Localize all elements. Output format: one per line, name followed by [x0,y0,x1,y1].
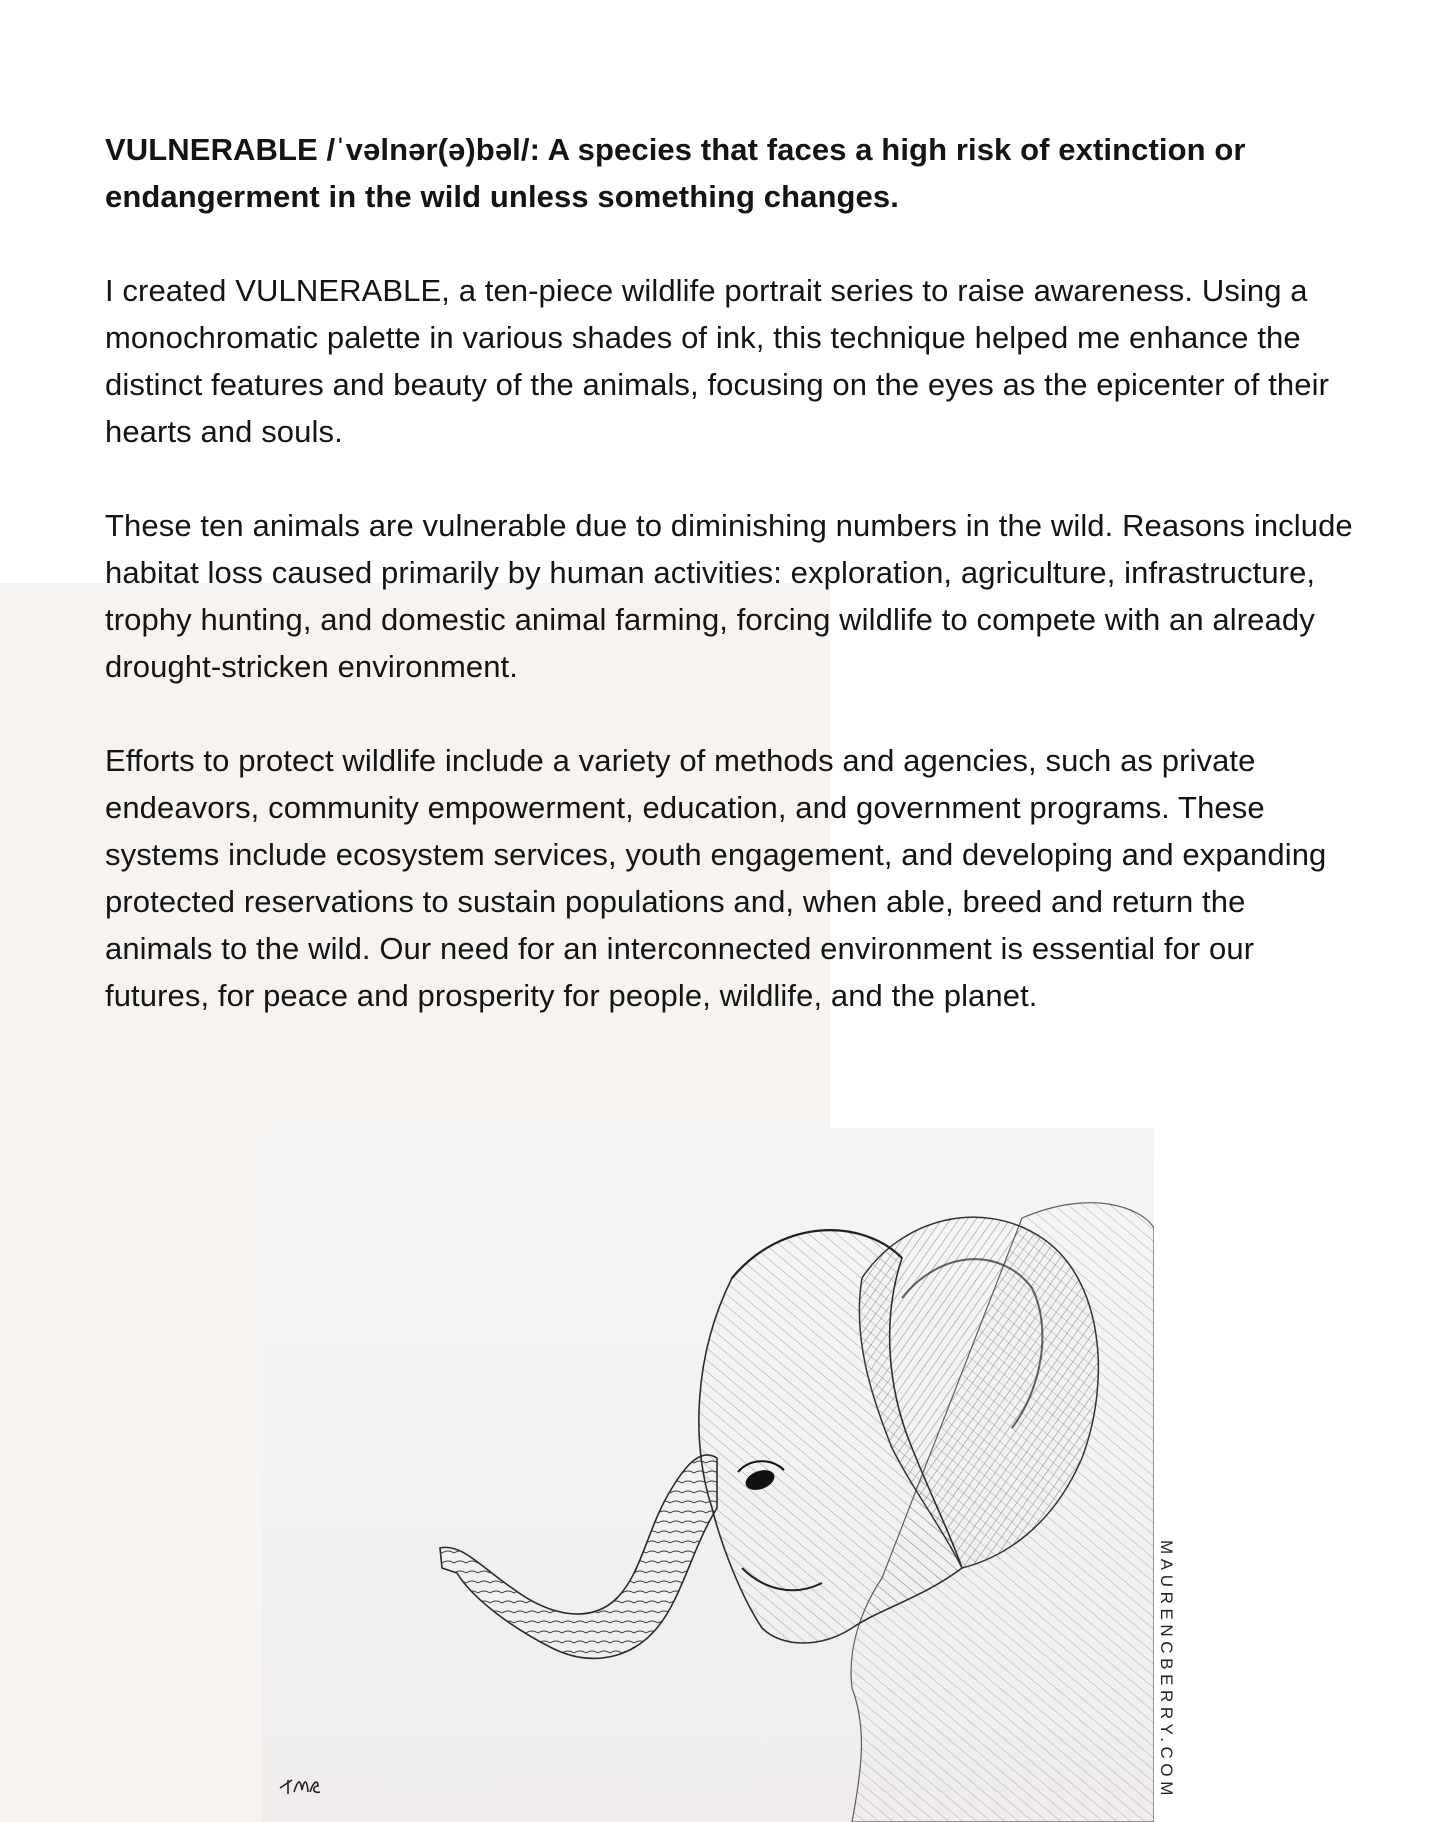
artist-signature [280,1780,320,1794]
paragraph-efforts: Efforts to protect wildlife include a variety of methods and agencies, such as private endeavors, community empowerment, education, and government programs. These systems include ecosystem services, youth engagement, and developing and expanding protected reservations to sustain populations and, when able, breed and return the animals to the wild. Our need for an interconnected environment is essential for our futures, for peace and prosperity for people, wildlife, and the planet. [105,743,1327,1013]
paragraph-reasons: These ten animals are vulnerable due to diminishing numbers in the wild. Reasons include habitat loss caused primarily by human activities: exploration, agriculture, infrastructure, trophy hunting, and domestic animal farming, forcing wildlife to compete with an already drought-stricken environment. [105,508,1353,684]
elephant-ink-drawing [262,1128,1154,1822]
definition-text: VULNERABLE /ˈvəlnər(ə)bəl/: A species that faces a high risk of extinction or endangerment in the wild unless something changes. [105,132,1246,214]
paragraph-intro: I created VULNERABLE, a ten-piece wildlife portrait series to raise awareness. Using a monochromatic palette in various shades of ink, this technique helped me enhance the distinct features and beauty of the animals, focusing on the eyes as the epicenter of their hearts and souls. [105,273,1330,449]
main-text [105,126,1355,1066]
elephant-illustration [262,1128,1154,1822]
website-watermark: MAURENCBERRY.COM [1157,1540,1176,1801]
